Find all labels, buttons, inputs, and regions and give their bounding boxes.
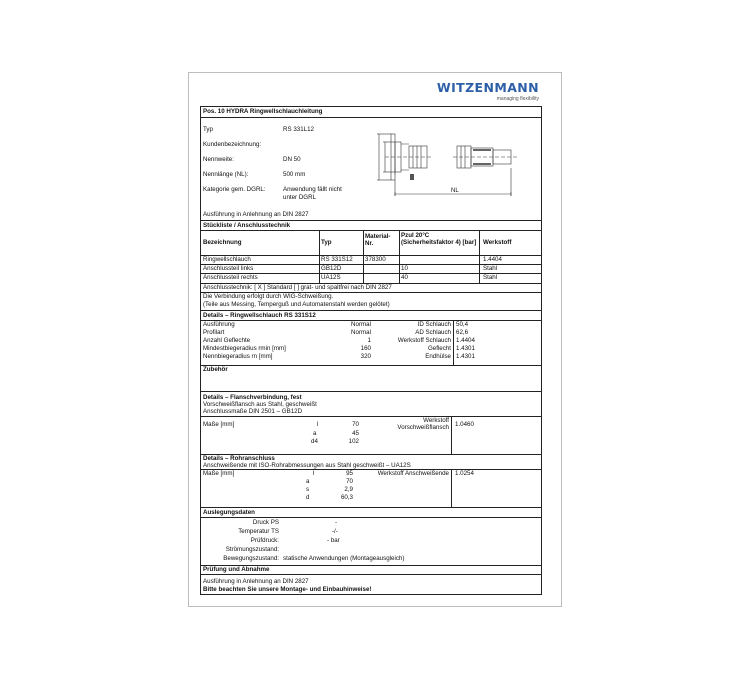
flansch-mass-label: Maße [mm] (203, 421, 235, 428)
flansch-sub-1: Vorschweißflansch aus Stahl, geschweißt (203, 401, 317, 408)
rohr-block (201, 455, 541, 508)
stueckliste-title: Stückliste / Anschlusstechnik (203, 221, 291, 229)
table-cell: UA12S (321, 274, 341, 281)
flansch-sub-2: Anschlussmaße DIN 2501 – GB12D (203, 408, 303, 415)
dim-label: s (306, 486, 310, 493)
info-value-nennlaenge: 500 mm (283, 171, 306, 178)
table-cell: Anschlussteil rechts (203, 274, 258, 281)
stueckliste-header (201, 231, 541, 256)
witzenmann-logo (437, 80, 539, 102)
anschluss-line-1: Anschlusstechnik: [ X ] Standard [ ] grat- und spaltfrei nach DIN 2827 (203, 284, 392, 291)
auslegung-label: Strömungszustand: (225, 546, 279, 553)
dim-value: 2,9 (344, 486, 353, 493)
detail-label: ID Schlauch (417, 321, 451, 328)
detail-value: Normal (351, 329, 371, 336)
details-schlauch-body (201, 321, 541, 366)
info-label-kunde: Kundenbezeichnung: (203, 141, 262, 148)
auslegung-value: -/- (332, 528, 338, 535)
pruefung-line-1: Ausführung in Anlehnung an DIN 2827 (203, 578, 309, 585)
info-label-typ: Typ (203, 126, 213, 133)
table-cell: 1.4404 (483, 256, 502, 263)
detail-value: 1 (367, 337, 371, 344)
detail-label: Mindestbiegeradius rmin [mm] (203, 345, 286, 352)
anschluss-line-2: Die Verbindung erfolgt durch WIG-Schweißung. (203, 293, 334, 300)
auslegung-label: Bewegungszustand: (223, 555, 279, 562)
auslegung-value: - bar (327, 537, 340, 544)
info-value-kategorie: Anwendung fällt nicht (283, 186, 342, 193)
col-werkstoff: Werkstoff (483, 239, 512, 246)
table-cell: 378300 (365, 256, 386, 263)
detail-value: 1.4404 (456, 337, 475, 344)
dim-value: 60,3 (340, 494, 353, 501)
zubehoer-title: Zubehör (203, 366, 228, 373)
anschluss-line-3: (Teile aus Messing, Temperguß und Automatenstahl werden gelötet) (203, 301, 390, 308)
detail-label: AD Schlauch (415, 329, 451, 336)
dim-label: a (313, 430, 317, 437)
table-cell: Stahl (483, 274, 498, 281)
anschluss-block (201, 284, 541, 311)
dim-value: 95 (346, 470, 353, 477)
auslegung-label: Druck PS (252, 519, 279, 526)
detail-label: Ausführung (203, 321, 235, 328)
table-cell: 10 (401, 265, 408, 272)
rohr-werkstoff-label: Werkstoff Anschweißende (377, 470, 449, 477)
detail-label: Werkstoff Schlauch (397, 337, 451, 344)
pruefung-line-2: Bitte beachten Sie unsere Montage- und Einbauhinweise! (203, 586, 372, 593)
detail-label: Profilart (203, 329, 225, 336)
detail-label: Endhülse (425, 353, 451, 360)
detail-value: 62,6 (456, 329, 469, 336)
spec-table (200, 106, 542, 595)
col-material: Material-Nr. (365, 233, 391, 247)
page-title: Pos. 10 HYDRA Ringwellschlauchleitung (203, 108, 323, 115)
table-cell: Anschlussteil links (203, 265, 254, 272)
dim-value: 45 (352, 430, 359, 437)
flansch-werkstoff-label-1: Werkstoff (423, 417, 449, 424)
detail-value: Normal (351, 321, 371, 328)
col-typ: Typ (321, 239, 332, 246)
dim-label: d (306, 494, 310, 501)
auslegung-value: statische Anwendungen (Montageausgleich) (283, 555, 405, 562)
detail-label: Geflecht (427, 345, 451, 352)
logo-tagline: managing flexibility (496, 96, 539, 102)
info-value-nennweite: DN 50 (283, 156, 301, 163)
flansch-block (201, 392, 541, 455)
col-bezeichnung: Bezeichnung (203, 239, 242, 246)
dim-label: a (306, 478, 310, 485)
auslegung-label: Prüfdruck: (250, 537, 279, 544)
table-cell: RS 331S12 (321, 256, 353, 263)
details-schlauch-title: Details – Ringwellschlauch RS 331S12 (203, 311, 316, 319)
drawing-nl-label: NL (451, 188, 459, 194)
dim-label: l (317, 421, 319, 428)
rohr-werkstoff-value: 1.0254 (455, 470, 474, 477)
info-label-nennweite: Nennweite: (203, 156, 234, 163)
auslegung-value: - (335, 519, 338, 526)
table-cell: Stahl (483, 265, 498, 272)
col-pzul: Pzul 20°C (Sicherheitsfaktor 4) [bar] (401, 232, 477, 246)
rohr-title: Details – Rohranschluss (203, 455, 275, 462)
table-cell: 40 (401, 274, 408, 281)
table-cell: Ringwellschlauch (203, 256, 251, 263)
logo-name: WITZENMANN (436, 80, 539, 95)
detail-label: Anzahl Geflechte (203, 337, 251, 344)
dim-value: 70 (346, 478, 353, 485)
pruefung-block (201, 566, 541, 594)
auslegung-block (201, 508, 541, 566)
document-sheet (188, 72, 562, 607)
info-block (201, 118, 541, 221)
info-label-nennlaenge: Nennlänge (NL): (203, 171, 249, 178)
rohr-mass-label: Maße [mm] (203, 470, 235, 477)
detail-value: 50,4 (456, 321, 469, 328)
detail-value: 1.4301 (456, 353, 475, 360)
table-cell: GB12D (321, 265, 342, 272)
flansch-title: Details – Flanschverbindung, fest (203, 394, 302, 401)
dim-label: d4 (311, 438, 318, 445)
detail-value: 320 (360, 353, 371, 360)
detail-value: 1.4301 (456, 345, 475, 352)
dim-label: l (313, 470, 315, 477)
pruefung-title: Prüfung und Abnahme (203, 566, 270, 573)
dim-value: 70 (352, 421, 359, 428)
flansch-werkstoff-value: 1.0460 (455, 421, 474, 428)
hose-drawing (373, 120, 541, 204)
dim-value: 102 (348, 438, 359, 445)
flansch-werkstoff-label-2: Vorschweißflansch (397, 424, 449, 431)
info-value-kategorie-2: unter DGRL (283, 194, 317, 201)
rohr-sub: Anschweißende mit ISO-Rohrabmessungen aus Stahl geschweißt – UA12S (203, 462, 411, 469)
zubehoer-block (201, 366, 541, 392)
ausfuehrung-note: Ausführung in Anlehnung an DIN 2827 (203, 211, 309, 218)
auslegung-title: Auslegungsdaten (203, 509, 255, 516)
auslegung-label: Temperatur TS (238, 528, 279, 535)
info-label-kategorie: Kategorie gem. DGRL: (203, 186, 266, 193)
detail-label: Nennbiegeradius rn [mm] (203, 353, 273, 360)
info-value-typ: RS 331L12 (283, 126, 314, 133)
stueckliste-body (201, 256, 541, 284)
detail-value: 160 (360, 345, 371, 352)
